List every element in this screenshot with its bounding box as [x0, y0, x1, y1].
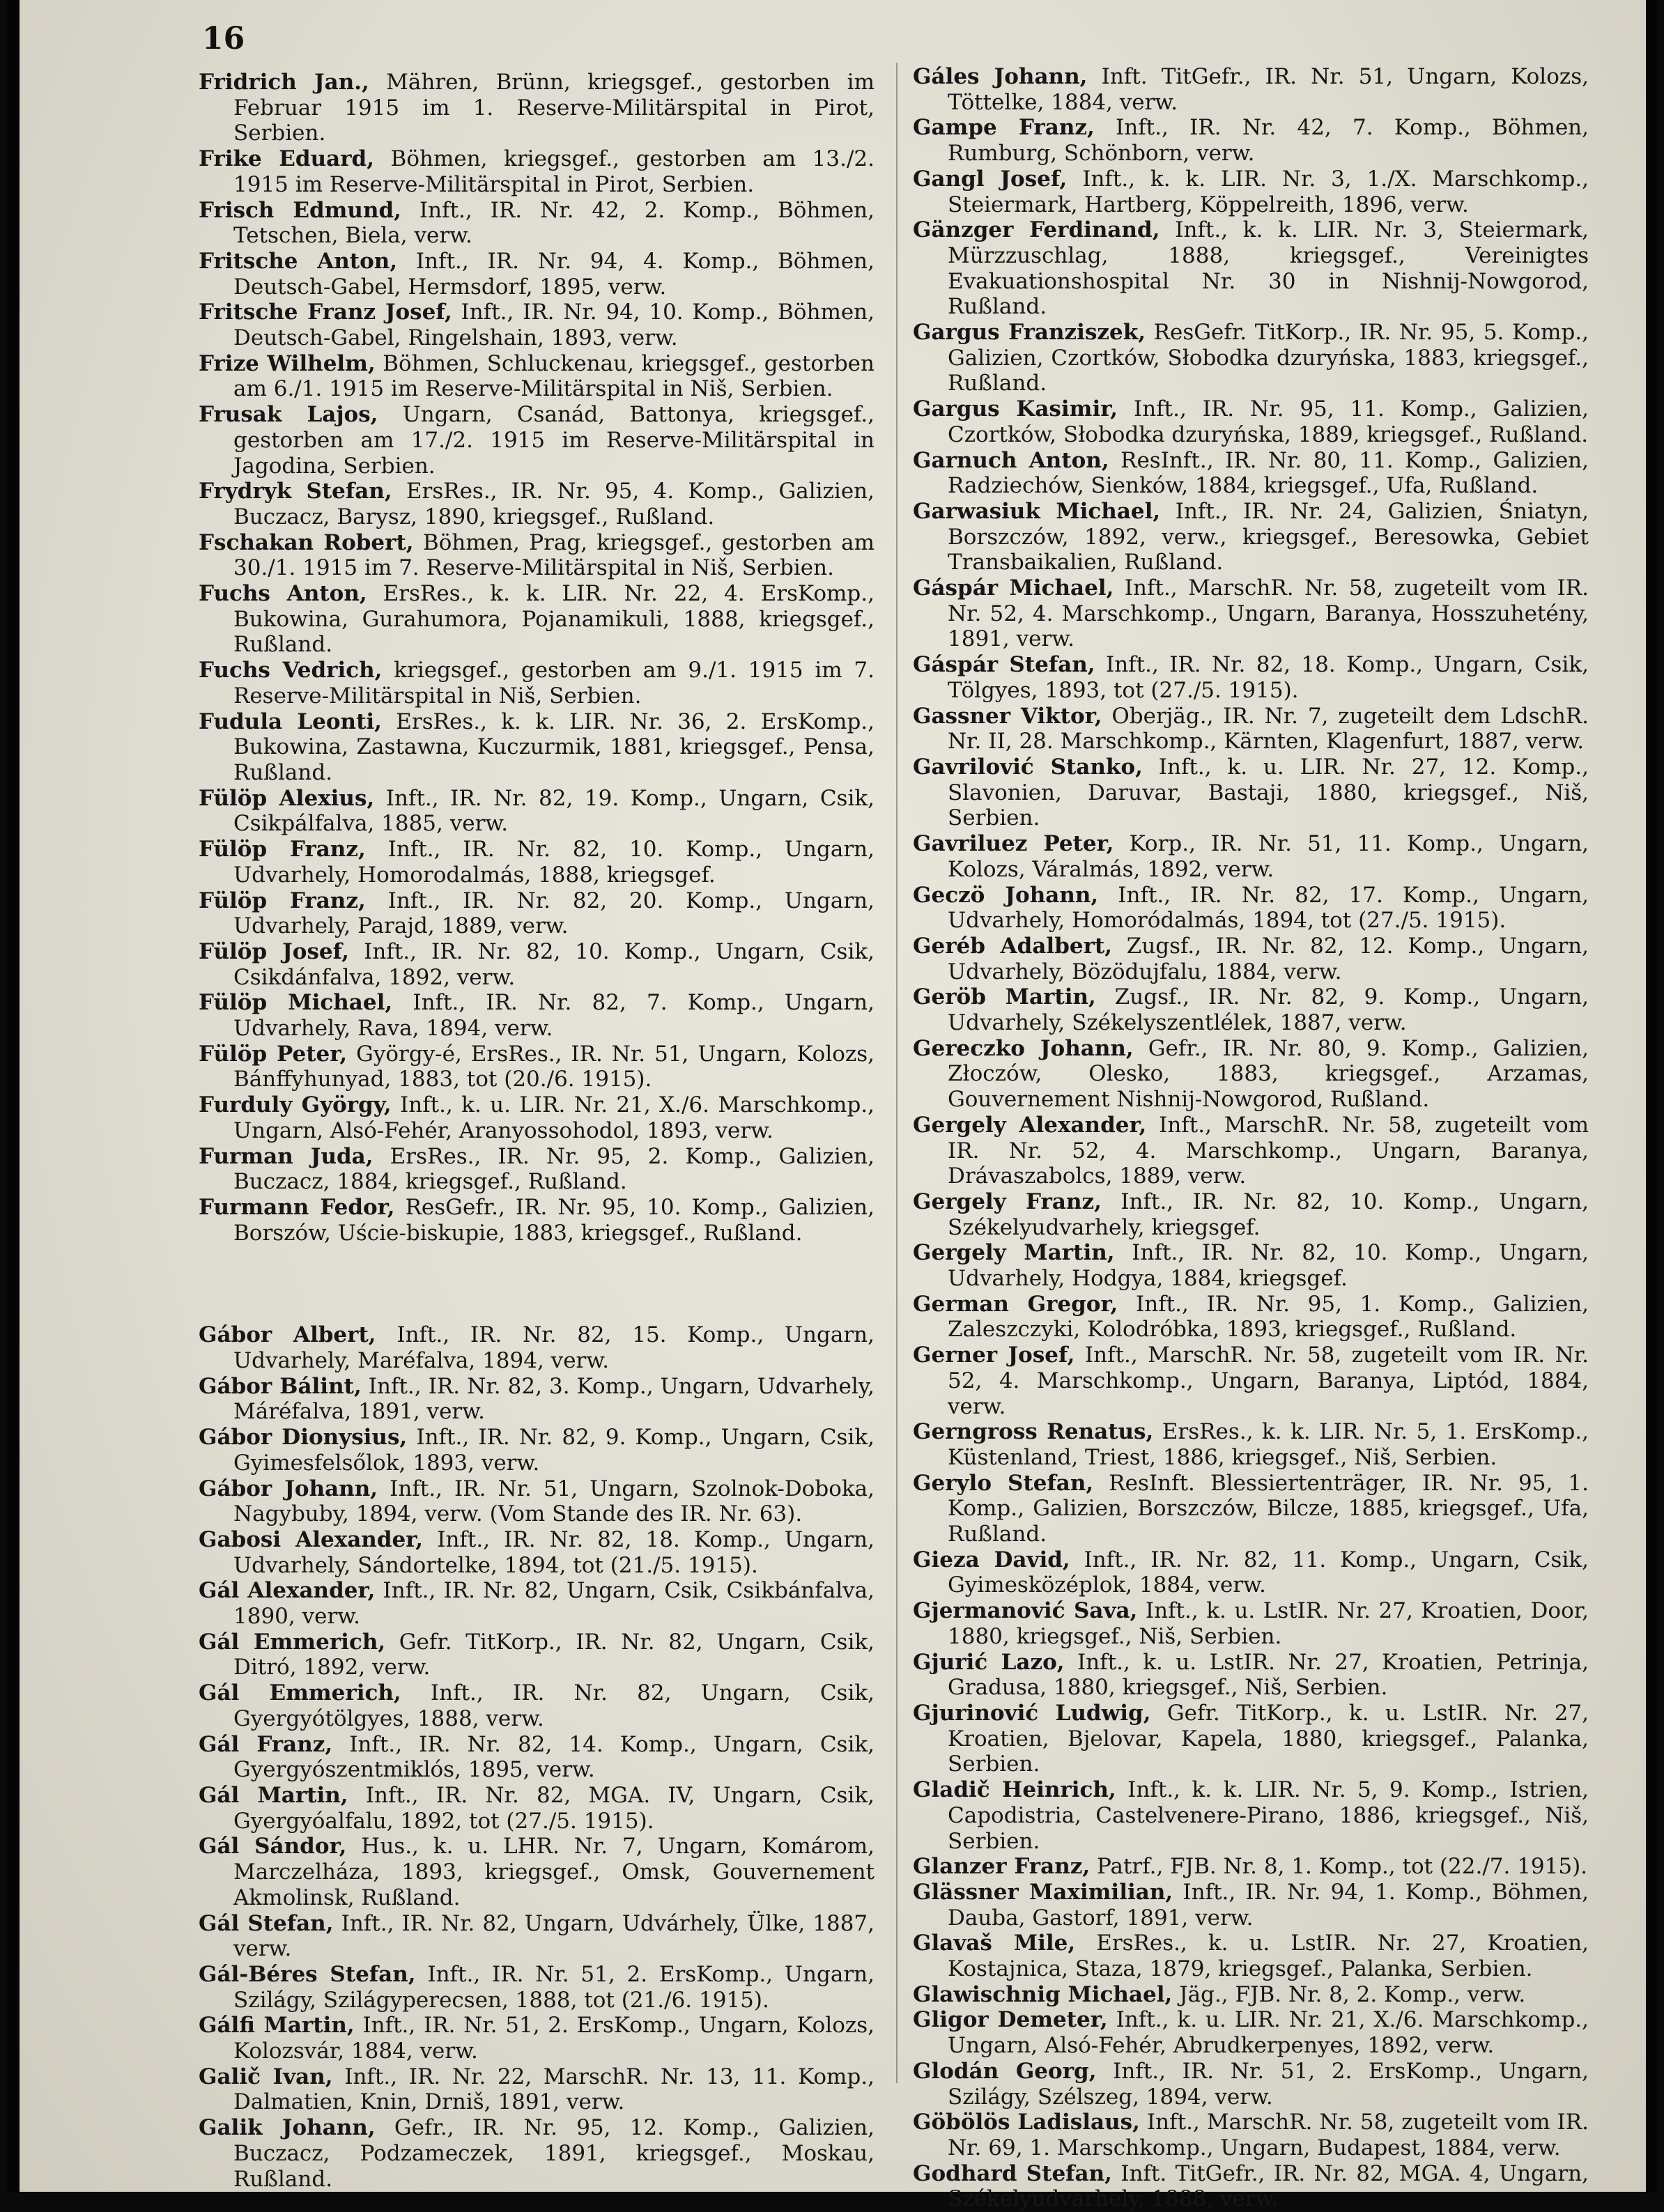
register-entry [913, 984, 1589, 1035]
entry-details: Inft., k. k. LIR. Nr. 3, 1./X. Marschkomp., Steiermark, Hartberg, Köppelreith, 1896, verw. [948, 166, 1589, 217]
entry-details: Inft., IR. Nr. 82, 10. Komp., Ungarn, Csik, Csikdánfalva, 1892, verw. [233, 938, 875, 990]
register-entry [199, 198, 875, 249]
entry-details: Inft., IR. Nr. 82, 9. Komp., Ungarn, Csik, Gyimesfelsőlok, 1893, verw. [233, 1425, 875, 1476]
entry-name: Garwasiuk Michael, [913, 498, 1161, 524]
register-entry [913, 575, 1589, 652]
entry-name: Garnuch Anton, [913, 447, 1109, 473]
register-entry [199, 1962, 875, 2013]
entry-details: Inft., IR. Nr. 82, 20. Komp., Ungarn, Udvarhely, Parajd, 1889, verw. [233, 888, 875, 939]
entry-details: ResInft., IR. Nr. 80, 11. Komp., Galizien, Radziechów, Sienków, 1884, kriegsgef., Ufa, Rußland. [948, 447, 1589, 499]
entry-details: Mähren, Brünn, kriegsgef., gestorben im Februar 1915 im 1. Reserve-Militärspital in Pirot, Serbien. [233, 70, 875, 146]
register-entry [199, 530, 875, 581]
entry-name: Gänzger Ferdinand, [913, 217, 1160, 243]
entry-name: Fudula Leonti, [199, 709, 382, 734]
entry-name: Frisch Edmund, [199, 197, 401, 223]
register-entry [913, 115, 1589, 166]
register-entry [199, 300, 875, 350]
register-entry [199, 1732, 875, 1783]
register-entry [199, 1578, 875, 1629]
entry-details: Inft., IR. Nr. 82, 18. Komp., Ungarn, Csik, Tölgyes, 1893, tot (27./5. 1915). [948, 652, 1589, 703]
entry-name: Gergely Franz, [913, 1189, 1102, 1214]
register-entry [913, 1880, 1589, 1931]
register-entry [913, 1343, 1589, 1419]
entry-name: Gangl Josef, [913, 166, 1068, 192]
register-entry [913, 499, 1589, 575]
register-entry [913, 1240, 1589, 1291]
entry-details: Inft., IR. Nr. 95, 11. Komp., Galizien, Czortków, Słobodka dzuryńska, 1889, kriegsgef., Rußland. [948, 396, 1589, 447]
register-entry [199, 1195, 875, 1246]
entry-name: Frydryk Stefan, [199, 479, 392, 504]
entry-details: Inft., MarschR. Nr. 58, zugeteilt vom IR. Nr. 52, 4. Marschkomp., Ungarn, Baranya, Hosszuhetény, 1891, verw. [948, 575, 1589, 652]
register-entry [199, 1783, 875, 1834]
register-entry [199, 2064, 875, 2115]
entry-details: Inft., MarschR. Nr. 58, zugeteilt vom IR. Nr. 52, 4. Marschkomp., Ungarn, Baranya, Drávaszabolcs, 1889, verw. [948, 1112, 1589, 1189]
register-entry [199, 581, 875, 658]
register-entry [199, 70, 875, 146]
entry-name: Fülöp Josef, [199, 938, 350, 964]
register-entry [913, 652, 1589, 703]
entry-details: ErsRes., IR. Nr. 95, 2. Komp., Galizien, Buczacz, 1884, kriegsgef., Rußland. [233, 1143, 875, 1195]
entry-name: Frize Wilhelm, [199, 350, 376, 376]
entry-details: Zugsf., IR. Nr. 82, 12. Komp., Ungarn, Udvarhely, Bözödujfalu, 1884, verw. [948, 933, 1589, 984]
register-entry [913, 448, 1589, 499]
register-entry [199, 2115, 875, 2192]
left-column [199, 70, 875, 2192]
entry-details: Inft., IR. Nr. 82, 14. Komp., Ungarn, Csik, Gyergyószentmiklós, 1895, verw. [233, 1731, 875, 1783]
register-entry [199, 1527, 875, 1578]
entry-details: Inft., IR. Nr. 82, 18. Komp., Ungarn, Udvarhely, Sándortelke, 1894, tot (21./5. 1915). [233, 1526, 875, 1578]
entry-details: Inft., IR. Nr. 24, Galizien, Śniatyn, Borszczów, 1892, verw., kriegsgef., Beresowka, Gebiet Transbaikalien, Rußland. [948, 498, 1589, 575]
entry-name: Fülöp Franz, [199, 888, 366, 913]
register-entry [199, 249, 875, 300]
entry-details: Inft., IR. Nr. 95, 1. Komp., Galizien, Zaleszczyki, Kolodróbka, 1893, kriegsgef., Rußland. [948, 1291, 1589, 1343]
entry-name: Fschakan Robert, [199, 529, 414, 555]
entry-details: Gefr. TitKorp., IR. Nr. 82, Ungarn, Csik, Ditró, 1892, verw. [233, 1629, 875, 1680]
entry-name: Fülöp Franz, [199, 837, 366, 863]
entry-name: Gjurinović Ludwig, [913, 1701, 1151, 1726]
entry-name: Furmann Fedor, [199, 1194, 395, 1220]
entry-details: ResGefr. TitKorp., IR. Nr. 95, 5. Komp., Galizien, Czortków, Słobodka dzuryńska, 1883, kriegsgef., Rußland. [948, 320, 1589, 396]
register-entry [913, 1547, 1589, 1598]
register-entry [199, 146, 875, 197]
entry-details: Inft., IR. Nr. 22, MarschR. Nr. 13, 11. Komp., Dalmatien, Knin, Drniš, 1891, verw. [233, 2064, 875, 2115]
entry-details: ErsRes., k. u. LstIR. Nr. 27, Kroatien, Kostajnica, Staza, 1879, kriegsgef., Palanka, Serbien. [948, 1931, 1589, 1982]
register-entry [199, 351, 875, 402]
entry-name: Fuchs Anton, [199, 581, 367, 607]
scanned-page [7, 0, 1657, 2212]
entry-name: Gargus Franziszek, [913, 320, 1146, 346]
entry-details: Inft., IR. Nr. 51, 2. ErsKomp., Ungarn, Szilágy, Szilágyperecsen, 1888, tot (21./6. 1915). [233, 1961, 875, 2013]
entry-name: Gál Franz, [199, 1731, 333, 1757]
entry-name: Gál Alexander, [199, 1578, 376, 1604]
entry-details: Inft., IR. Nr. 51, 2. ErsKomp., Ungarn, Szilágy, Szélszeg, 1894, verw. [948, 2058, 1589, 2110]
register-entry [913, 1113, 1589, 1189]
register-entry [199, 1144, 875, 1195]
entry-details: Inft., IR. Nr. 94, 1. Komp., Böhmen, Dauba, Gastorf, 1891, verw. [948, 1879, 1589, 1931]
entry-details: Inft., IR. Nr. 51, 2. ErsKomp., Ungarn, Kolozs, Kolozsvár, 1884, verw. [233, 2013, 875, 2064]
entry-details: Inft., k. u. LIR. Nr. 21, X./6. Marschkomp., Ungarn, Alsó-Fehér, Abrudkerpenyes, 1892, verw. [948, 2007, 1589, 2059]
entry-name: Gábor Bálint, [199, 1373, 362, 1399]
register-entry [913, 1598, 1589, 1649]
entry-name: Gampe Franz, [913, 115, 1095, 141]
entry-details: Inft., k. u. LIR. Nr. 21, X./6. Marschkomp., Ungarn, Alsó-Fehér, Aranyossohodol, 1893, verw. [233, 1092, 875, 1143]
register-entry [913, 2161, 1589, 2212]
entry-name: Gáspár Michael, [913, 575, 1114, 601]
entry-details: Oberjäg., IR. Nr. 7, zugeteilt dem LdschR. Nr. II, 28. Marschkomp., Kärnten, Klagenfurt, 1887, verw. [948, 703, 1589, 755]
entry-details: ErsRes., k. k. LIR. Nr. 5, 1. ErsKomp., Küstenland, Triest, 1886, kriegsgef., Niš, Serbien. [948, 1419, 1589, 1470]
entry-name: Gladič Heinrich, [913, 1777, 1116, 1803]
entry-details: Inft., IR. Nr. 82, 7. Komp., Ungarn, Udvarhely, Rava, 1894, verw. [233, 990, 875, 1042]
entry-name: Gergely Martin, [913, 1240, 1115, 1266]
entry-details: Ungarn, Csanád, Battonya, kriegsgef., gestorben am 17./2. 1915 im Reserve-Militärspital in Jagodina, Serbien. [233, 402, 875, 479]
entry-name: Fritsche Franz Josef, [199, 300, 452, 325]
entry-details: Korp., IR. Nr. 51, 11. Komp., Ungarn, Kolozs, Váralmás, 1892, verw. [948, 831, 1589, 882]
register-entry [199, 709, 875, 786]
entry-name: Geréb Adalbert, [913, 933, 1113, 959]
entry-name: Fülöp Peter, [199, 1041, 348, 1067]
entry-details: Inft., IR. Nr. 82, 15. Komp., Ungarn, Udvarhely, Maréfalva, 1894, verw. [233, 1322, 875, 1374]
register-entry [913, 831, 1589, 882]
entry-name: Gerner Josef, [913, 1343, 1075, 1368]
entry-details: Gefr. TitKorp., k. u. LstIR. Nr. 27, Kroatien, Bjelovar, Kapela, 1880, kriegsgef., Palanka, Serbien. [948, 1701, 1589, 1777]
entry-details: Gefr., IR. Nr. 80, 9. Komp., Galizien, Złoczów, Olesko, 1883, kriegsgef., Arzamas, Gouvernement Nishnij-Nowgorod, Rußland. [948, 1035, 1589, 1113]
register-entry [913, 1701, 1589, 1777]
entry-details: Inft., IR. Nr. 82, 3. Komp., Ungarn, Udvarhely, Máréfalva, 1891, verw. [233, 1373, 875, 1425]
entry-details: Inft., IR. Nr. 82, Ungarn, Udvárhely, Ülke, 1887, verw. [233, 1910, 875, 1962]
entry-name: Galič Ivan, [199, 2064, 333, 2089]
register-entry [913, 396, 1589, 447]
register-entry [199, 990, 875, 1041]
entry-name: Geröb Martin, [913, 984, 1096, 1010]
entry-details: Jäg., FJB. Nr. 8, 2. Komp., verw. [1172, 1981, 1526, 2007]
register-entry [199, 1322, 875, 1373]
entry-name: Gergely Alexander, [913, 1112, 1147, 1138]
entry-name: Gáles Johann, [913, 64, 1088, 89]
register-entry [199, 1476, 875, 1527]
entry-name: Godhard Stefan, [913, 2160, 1112, 2186]
register-entry [199, 1092, 875, 1143]
column-divider [896, 63, 898, 2083]
register-entry [913, 1292, 1589, 1343]
register-entry [199, 837, 875, 888]
register-entry [199, 1374, 875, 1425]
entry-name: Glawischnig Michael, [913, 1981, 1173, 2007]
register-entry [913, 2059, 1589, 2110]
register-entry [913, 1419, 1589, 1470]
register-entry [913, 167, 1589, 217]
entry-name: Gerylo Stefan, [913, 1470, 1094, 1496]
entry-name: Fritsche Anton, [199, 248, 398, 274]
entry-name: Gál Emmerich, [199, 1629, 386, 1655]
entry-details: Inft., k. k. LIR. Nr. 5, 9. Komp., Istrien, Capodistria, Castelvenere-Pirano, 1886, kriegsgef., Niš, Serbien. [948, 1777, 1589, 1854]
entry-name: Gieza David, [913, 1547, 1070, 1572]
entry-details: Inft., MarschR. Nr. 58, zugeteilt vom IR. Nr. 52, 4. Marschkomp., Ungarn, Baranya, Liptód, 1884, verw. [948, 1343, 1589, 1419]
entry-details: Inft., IR. Nr. 94, 4. Komp., Böhmen, Deutsch-Gabel, Hermsdorf, 1895, verw. [233, 248, 875, 300]
register-entry [913, 217, 1589, 320]
entry-name: Glavaš Mile, [913, 1931, 1076, 1956]
entry-details: György-é, ErsRes., IR. Nr. 51, Ungarn, Kolozs, Bánffyhunyad, 1883, tot (20./6. 1915). [233, 1041, 875, 1092]
register-entry [199, 658, 875, 709]
entry-details: Inft., IR. Nr. 42, 2. Komp., Böhmen, Tetschen, Biela, verw. [233, 197, 875, 249]
scan-border-right [1646, 0, 1657, 2192]
entry-name: Gavriluez Peter, [913, 831, 1114, 857]
register-entry [199, 2013, 875, 2064]
entry-details: kriegsgef., gestorben am 9./1. 1915 im 7. Reserve-Militärspital in Niš, Serbien. [233, 658, 875, 709]
entry-name: Fülöp Alexius, [199, 785, 375, 811]
register-entry [199, 1911, 875, 1962]
register-entry [913, 704, 1589, 755]
entry-details: Inft. TitGefr., IR. Nr. 82, MGA. 4, Ungarn, Székelyudvarhely, 1888, verw. [948, 2160, 1589, 2212]
register-entry [199, 479, 875, 529]
entry-details: Inft., k. u. LstIR. Nr. 27, Kroatien, Door, 1880, kriegsgef., Niš, Serbien. [948, 1598, 1589, 1649]
entry-name: Gabosi Alexander, [199, 1526, 424, 1552]
entry-name: Glodán Georg, [913, 2058, 1097, 2084]
entry-details: Gefr., IR. Nr. 95, 12. Komp., Galizien, Buczacz, Podzameczek, 1891, kriegsgef., Moskau, Rußland. [233, 2115, 875, 2192]
right-column [913, 64, 1589, 2212]
entry-details: Inft., IR. Nr. 82, 19. Komp., Ungarn, Csik, Csikpálfalva, 1885, verw. [233, 785, 875, 837]
entry-name: Gavrilović Stanko, [913, 754, 1143, 780]
entry-details: Böhmen, kriegsgef., gestorben am 13./2. 1915 im Reserve-Militärspital in Pirot, Serbien. [233, 146, 875, 197]
entry-details: Inft., IR. Nr. 82, Ungarn, Csik, Gyergyótölgyes, 1888, verw. [233, 1680, 875, 1731]
entry-name: Gáspár Stefan, [913, 652, 1095, 678]
entry-name: Gjurić Lazo, [913, 1649, 1065, 1675]
entry-name: Gál-Béres Stefan, [199, 1961, 416, 1987]
entry-name: Gábor Albert, [199, 1322, 376, 1348]
register-entry [913, 64, 1589, 115]
entry-name: Gereczko Johann, [913, 1035, 1134, 1061]
entry-details: Inft., IR. Nr. 42, 7. Komp., Böhmen, Rumburg, Schönborn, verw. [948, 115, 1589, 167]
entry-name: Furman Juda, [199, 1143, 373, 1169]
section-gap [199, 1246, 875, 1322]
entry-name: Gerngross Renatus, [913, 1419, 1154, 1445]
entry-details: Inft., k. k. LIR. Nr. 3, Steiermark, Mürzzuschlag, 1888, kriegsgef., Vereinigtes Evakuationshospital Nr. 30 in Nishnij-Nowgorod, Rußland. [948, 217, 1589, 320]
entry-details: ErsRes., k. k. LIR. Nr. 22, 4. ErsKomp., Bukowina, Gurahumora, Pojanamikuli, 1888, kriegsgef., Rußland. [233, 581, 875, 658]
entry-details: Inft., IR. Nr. 82, Ungarn, Csik, Csikbánfalva, 1890, verw. [233, 1578, 875, 1630]
entry-details: ErsRes., k. k. LIR. Nr. 36, 2. ErsKomp., Bukowina, Zastawna, Kuczurmik, 1881, kriegsgef., Pensa, Rußland. [233, 709, 875, 785]
entry-name: Furduly György, [199, 1092, 392, 1118]
page-number: 16 [202, 21, 245, 56]
entry-name: Gligor Demeter, [913, 2007, 1108, 2033]
register-entry [199, 1834, 875, 1910]
entry-details: Patrf., FJB. Nr. 8, 1. Komp., tot (22./7. 1915). [1090, 1854, 1588, 1880]
register-entry [913, 755, 1589, 831]
entry-details: ResGefr., IR. Nr. 95, 10. Komp., Galizien, Borszów, Uście-biskupie, 1883, kriegsgef., Rußland. [233, 1194, 875, 1246]
entry-name: Gassner Viktor, [913, 703, 1102, 729]
entry-name: Galik Johann, [199, 2115, 376, 2141]
register-entry [199, 888, 875, 939]
register-entry [913, 1982, 1589, 2008]
entry-name: Glässner Maximilian, [913, 1879, 1173, 1905]
entry-details: Böhmen, Prag, kriegsgef., gestorben am 30./1. 1915 im 7. Reserve-Militärspital in Niš, Serbien. [233, 529, 875, 581]
register-entry [913, 2007, 1589, 2058]
entry-details: ResInft. Blessiertenträger, IR. Nr. 95, 1. Komp., Galizien, Borszczów, Bilcze, 1885, kriegsgef., Ufa, Rußland. [948, 1470, 1589, 1547]
entry-details: Zugsf., IR. Nr. 82, 9. Komp., Ungarn, Udvarhely, Székelyszentlélek, 1887, verw. [948, 984, 1589, 1036]
entry-name: Gjermanović Sava, [913, 1598, 1138, 1624]
register-entry [913, 1189, 1589, 1240]
entry-name: Geczö Johann, [913, 882, 1099, 908]
register-entry [913, 2110, 1589, 2160]
entry-details: Inft., IR. Nr. 82, 10. Komp., Ungarn, Udvarhely, Homorodalmás, 1888, kriegsgef. [233, 837, 875, 888]
entry-details: Hus., k. u. LHR. Nr. 7, Ungarn, Komárom, Marczelháza, 1893, kriegsgef., Omsk, Gouvernement Akmolinsk, Rußland. [233, 1834, 875, 1910]
entry-details: Inft., IR. Nr. 51, Ungarn, Szolnok-Doboka, Nagybuby, 1894, verw. (Vom Stande des IR. Nr. 63). [233, 1476, 875, 1527]
register-entry [199, 1680, 875, 1731]
entry-details: Inft. TitGefr., IR. Nr. 51, Ungarn, Kolozs, Töttelke, 1884, verw. [948, 64, 1589, 115]
register-entry [199, 786, 875, 837]
entry-name: Göbölös Ladislaus, [913, 2110, 1140, 2135]
entry-name: Frusak Lajos, [199, 402, 378, 428]
register-entry [913, 1854, 1589, 1880]
register-entry [913, 934, 1589, 984]
register-entry [913, 1650, 1589, 1701]
entry-details: Inft., IR. Nr. 82, MGA. IV, Ungarn, Csik, Gyergyóalfalu, 1892, tot (27./5. 1915). [233, 1783, 875, 1834]
register-entry [913, 320, 1589, 396]
entry-name: Fuchs Vedrich, [199, 658, 383, 683]
register-entry [913, 1777, 1589, 1854]
entry-name: Glanzer Franz, [913, 1854, 1091, 1880]
entry-name: Gálfi Martin, [199, 2013, 355, 2039]
register-entry [199, 1042, 875, 1092]
entry-name: Fridrich Jan., [199, 70, 369, 95]
entry-name: Gál Stefan, [199, 1910, 334, 1936]
entry-details: Inft., IR. Nr. 94, 10. Komp., Böhmen, Deutsch-Gabel, Ringelshain, 1893, verw. [233, 300, 875, 351]
entry-details: Inft., IR. Nr. 82, 17. Komp., Ungarn, Udvarhely, Homoródalmás, 1894, tot (27./5. 1915). [948, 882, 1589, 934]
entry-details: ErsRes., IR. Nr. 95, 4. Komp., Galizien, Buczacz, Barysz, 1890, kriegsgef., Rußland. [233, 479, 875, 529]
entry-name: Gargus Kasimir, [913, 396, 1118, 422]
entry-name: Fülöp Michael, [199, 990, 393, 1016]
entry-name: Gábor Johann, [199, 1476, 378, 1501]
entry-details: Inft., k. u. LIR. Nr. 27, 12. Komp., Slavonien, Daruvar, Bastaji, 1880, kriegsgef., Niš, Serbien. [948, 754, 1589, 831]
register-entry [199, 402, 875, 479]
entry-details: Inft., IR. Nr. 82, 11. Komp., Ungarn, Csik, Gyimesközéplok, 1884, verw. [948, 1547, 1589, 1598]
entry-name: Gábor Dionysius, [199, 1425, 408, 1451]
entry-name: Gál Sándor, [199, 1834, 347, 1859]
register-entry [199, 939, 875, 990]
register-entry [913, 1471, 1589, 1547]
entry-name: Gál Emmerich, [199, 1680, 401, 1706]
scan-border-left [7, 0, 20, 2192]
entry-details: Inft., IR. Nr. 82, 10. Komp., Ungarn, Székelyudvarhely, kriegsgef. [948, 1189, 1589, 1240]
register-entry [913, 883, 1589, 934]
register-entry [913, 1931, 1589, 1981]
register-entry [199, 1630, 875, 1680]
entry-name: Frike Eduard, [199, 146, 374, 172]
entry-details: Inft., k. u. LstIR. Nr. 27, Kroatien, Petrinja, Gradusa, 1880, kriegsgef., Niš, Serbien. [948, 1649, 1589, 1701]
entry-details: Inft., IR. Nr. 82, 10. Komp., Ungarn, Udvarhely, Hodgya, 1884, kriegsgef. [948, 1240, 1589, 1292]
register-entry [913, 1036, 1589, 1113]
entry-name: Gál Martin, [199, 1783, 348, 1808]
entry-name: German Gregor, [913, 1291, 1118, 1317]
register-entry [199, 1425, 875, 1476]
entry-details: Inft., MarschR. Nr. 58, zugeteilt vom IR. Nr. 69, 1. Marschkomp., Ungarn, Budapest, 1884, verw. [948, 2110, 1589, 2160]
entry-details: Böhmen, Schluckenau, kriegsgef., gestorben am 6./1. 1915 im Reserve-Militärspital in Niš, Serbien. [233, 350, 875, 402]
